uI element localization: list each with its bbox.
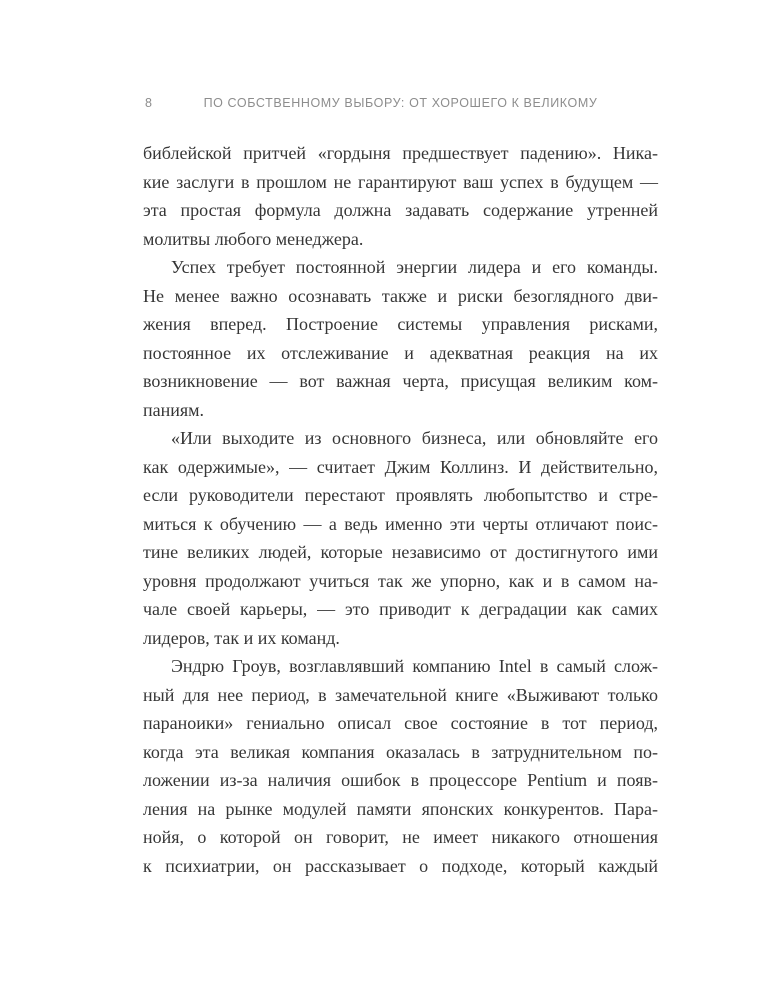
text-line: Успех требует постоянной энергии лидера и его команды. [171, 257, 658, 277]
text-line: лидеров, так и их команд. [143, 627, 340, 648]
paragraph [143, 253, 658, 424]
page-number: 8 [145, 96, 153, 110]
text-line: «Или выходите из основного бизнеса, или обновляйте его [171, 428, 658, 448]
text-line: паниям. [143, 399, 205, 420]
text-line: Эндрю Гроув, возглавлявший компанию Intel в самый слож- [171, 656, 658, 676]
body-text [143, 139, 658, 880]
text-line: тине великих людей, которые независимо от достигнутого ими [143, 542, 658, 562]
text-line: миться к обучению — а ведь именно эти черты отличают поис- [143, 513, 658, 534]
text-line: нойя, о которой он говорит, не имеет никакого отношения [143, 827, 658, 847]
text-line: ления на рынке модулей памяти японских конкурентов. Пара- [143, 798, 658, 819]
text-line: кие заслуги в прошлом не гарантируют ваш успех в будущем — [143, 171, 658, 192]
text-line: эта простая формула должна задавать содержание утренней [143, 200, 658, 220]
text-line: библейской притчей «гордыня предшествует падению». Ника- [143, 143, 658, 163]
text-line: молитвы любого менеджера. [143, 228, 364, 249]
text-line: Не менее важно осознавать также и риски безоглядного дви- [143, 285, 658, 306]
text-line: как одержимые», — считает Джим Коллинз. И действительно, [143, 456, 658, 477]
text-line: если руководители перестают проявлять любопытство и стре- [143, 485, 658, 505]
text-line: когда эта великая компания оказалась в затруднительном по- [143, 741, 658, 762]
text-line: параноики» гениально описал свое состояние в тот период, [143, 713, 658, 733]
text-line: к психиатрии, он рассказывает о подходе, который каждый [143, 855, 658, 876]
text-line: жения вперед. Построение системы управления рисками, [143, 314, 658, 334]
text-line: возникновение — вот важная черта, присущая великим ком- [143, 371, 658, 391]
text-line: ложении из-за наличия ошибок в процессоре Pentium и появ- [143, 770, 658, 790]
text-line: уровня продолжают учиться так же упорно, как и в самом на- [143, 570, 658, 591]
text-line: ный для нее период, в замечательной книге «Выживают только [143, 684, 658, 705]
running-title: ПО СОБСТВЕННОМУ ВЫБОРУ: ОТ ХОРОШЕГО К ВЕЛИКОМУ [203, 96, 598, 110]
paragraph [143, 139, 658, 253]
text-line: чале своей карьеры, — это приводит к деградации как самих [143, 599, 658, 619]
page-header [143, 96, 658, 112]
text-line: постоянное их отслеживание и адекватная реакция на их [143, 342, 658, 363]
paragraph [143, 424, 658, 652]
paragraph [143, 652, 658, 880]
